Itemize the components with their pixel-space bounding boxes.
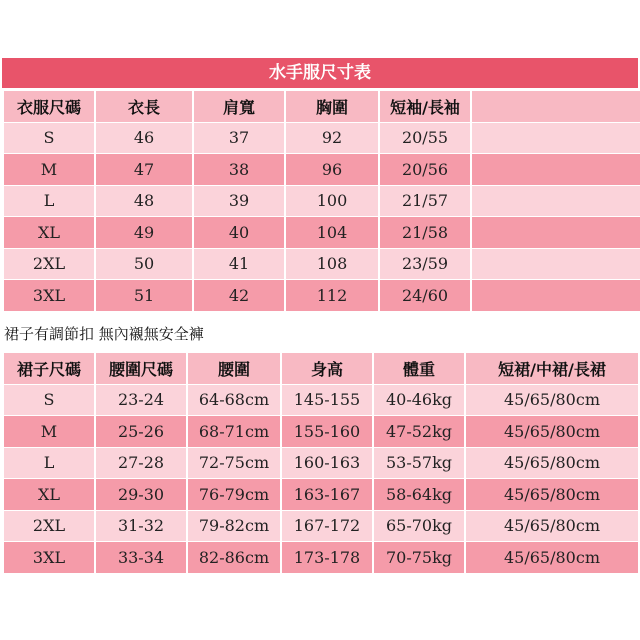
top-table-cell: S	[4, 123, 94, 154]
top-header-cell: 短袖/長袖	[380, 91, 470, 122]
top-table-cell: 39	[194, 186, 284, 217]
skirt-table-cell: 45/65/80cm	[466, 479, 638, 510]
top-table-cell: 37	[194, 123, 284, 154]
skirt-table-cell: 40-46kg	[374, 385, 464, 416]
top-table-cell: 92	[286, 123, 378, 154]
top-table-cell: 100	[286, 186, 378, 217]
skirt-table-cell: 160-163	[282, 448, 372, 479]
top-table-row	[4, 249, 640, 280]
skirt-table-cell: 33-34	[96, 542, 186, 573]
skirt-table-cell: 65-70kg	[374, 511, 464, 542]
skirt-table-cell: 68-71cm	[188, 416, 280, 447]
skirt-table-cell: 58-64kg	[374, 479, 464, 510]
top-table-cell: 24/60	[380, 280, 470, 311]
skirt-table-row	[4, 448, 638, 479]
skirt-table-cell: S	[4, 385, 94, 416]
skirt-table-cell: 53-57kg	[374, 448, 464, 479]
skirt-header-cell: 體重	[374, 353, 464, 384]
top-table-cell: 46	[96, 123, 192, 154]
top-table-cell: 51	[96, 280, 192, 311]
skirt-table-cell: L	[4, 448, 94, 479]
top-table-cell: 112	[286, 280, 378, 311]
skirt-table-cell: 64-68cm	[188, 385, 280, 416]
skirt-table-cell: 2XL	[4, 511, 94, 542]
skirt-table-cell: 31-32	[96, 511, 186, 542]
top-header-cell	[472, 91, 640, 122]
top-header-cell: 胸圍	[286, 91, 378, 122]
skirt-table-cell: 23-24	[96, 385, 186, 416]
top-table-cell: 21/58	[380, 217, 470, 248]
top-table-cell: 42	[194, 280, 284, 311]
skirt-table-row	[4, 511, 638, 542]
top-header-cell: 衣長	[96, 91, 192, 122]
skirt-table-cell: 27-28	[96, 448, 186, 479]
top-table-cell: 96	[286, 154, 378, 185]
skirt-table-cell: M	[4, 416, 94, 447]
skirt-table-cell: 155-160	[282, 416, 372, 447]
skirt-note: 裙子有調節扣 無內襯無安全褲	[4, 325, 204, 343]
top-table-cell: M	[4, 154, 94, 185]
skirt-table-cell: 76-79cm	[188, 479, 280, 510]
top-table-cell: 47	[96, 154, 192, 185]
top-table-cell: 38	[194, 154, 284, 185]
skirt-table-row	[4, 479, 638, 510]
top-header-row	[4, 91, 640, 122]
skirt-table-cell: 145-155	[282, 385, 372, 416]
top-table-cell: 2XL	[4, 249, 94, 280]
top-table-cell: 20/55	[380, 123, 470, 154]
skirt-table-cell: 82-86cm	[188, 542, 280, 573]
top-table-cell: 49	[96, 217, 192, 248]
top-table-cell: 3XL	[4, 280, 94, 311]
top-header-cell: 衣服尺碼	[4, 91, 94, 122]
skirt-table-cell: 45/65/80cm	[466, 448, 638, 479]
top-table-cell	[472, 217, 640, 248]
top-table-cell	[472, 123, 640, 154]
skirt-table-row	[4, 385, 638, 416]
skirt-table-cell: 29-30	[96, 479, 186, 510]
skirt-header-cell: 腰圍尺碼	[96, 353, 186, 384]
top-table-cell: 20/56	[380, 154, 470, 185]
size-chart-title: 水手服尺寸表	[2, 58, 638, 88]
top-table-cell: 48	[96, 186, 192, 217]
skirt-header-cell: 短裙/中裙/長裙	[466, 353, 638, 384]
skirt-table-cell: 163-167	[282, 479, 372, 510]
skirt-table-cell: 79-82cm	[188, 511, 280, 542]
skirt-header-row	[4, 353, 638, 384]
top-table-cell: 21/57	[380, 186, 470, 217]
top-table-cell: XL	[4, 217, 94, 248]
top-table-cell	[472, 249, 640, 280]
skirt-table-cell: 3XL	[4, 542, 94, 573]
top-table-cell: 41	[194, 249, 284, 280]
skirt-table-cell: 45/65/80cm	[466, 416, 638, 447]
skirt-table-cell: 167-172	[282, 511, 372, 542]
top-table-cell	[472, 280, 640, 311]
top-table-cell	[472, 154, 640, 185]
top-size-table	[2, 90, 640, 312]
top-table-cell	[472, 186, 640, 217]
top-header-cell: 肩寬	[194, 91, 284, 122]
skirt-table-cell: 47-52kg	[374, 416, 464, 447]
top-table-row	[4, 280, 640, 311]
top-table-cell: 23/59	[380, 249, 470, 280]
skirt-table-cell: 70-75kg	[374, 542, 464, 573]
skirt-header-cell: 身高	[282, 353, 372, 384]
skirt-size-table	[2, 352, 640, 574]
skirt-table-cell: 72-75cm	[188, 448, 280, 479]
top-table-cell: L	[4, 186, 94, 217]
skirt-table-cell: XL	[4, 479, 94, 510]
skirt-table-cell: 45/65/80cm	[466, 385, 638, 416]
top-table-row	[4, 154, 640, 185]
top-table-cell: 108	[286, 249, 378, 280]
skirt-header-cell: 裙子尺碼	[4, 353, 94, 384]
skirt-table-cell: 45/65/80cm	[466, 511, 638, 542]
skirt-table-cell: 25-26	[96, 416, 186, 447]
skirt-table-row	[4, 542, 638, 573]
top-table-row	[4, 123, 640, 154]
top-table-cell: 40	[194, 217, 284, 248]
skirt-table-cell: 173-178	[282, 542, 372, 573]
skirt-header-cell: 腰圍	[188, 353, 280, 384]
skirt-table-cell: 45/65/80cm	[466, 542, 638, 573]
top-table-cell: 104	[286, 217, 378, 248]
top-table-row	[4, 186, 640, 217]
skirt-table-row	[4, 416, 638, 447]
top-table-cell: 50	[96, 249, 192, 280]
top-table-row	[4, 217, 640, 248]
